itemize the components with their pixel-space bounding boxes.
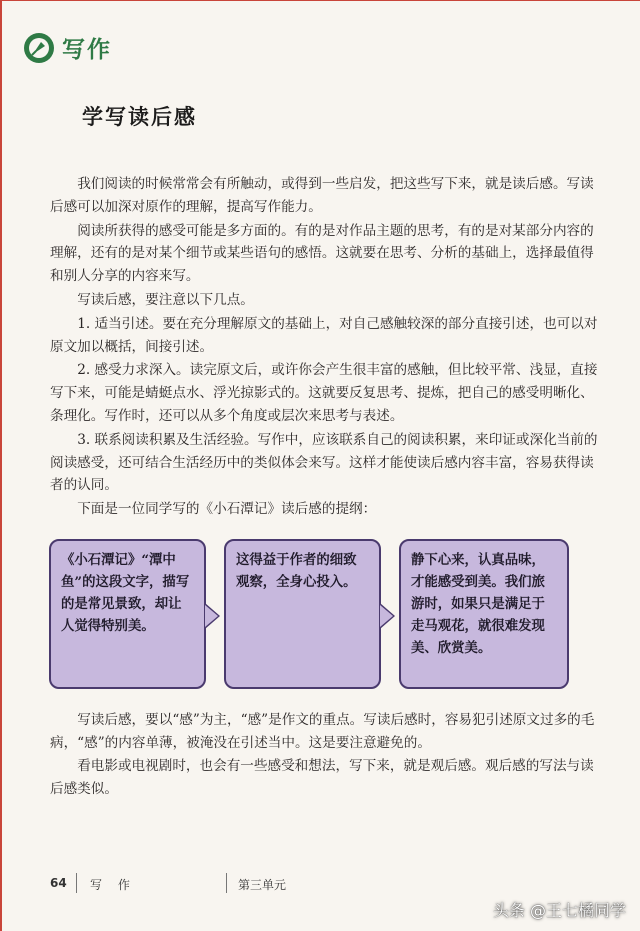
watermark: 头条 @王七橘同学 (492, 901, 626, 920)
paragraph: 下面是一位同学写的《小石潭记》读后感的提纲： (77, 501, 377, 518)
paragraph: 写读后感，要注意以下几点。 (77, 291, 254, 308)
outline-card-insight: 静下心来，认真品味，才能感受到美。我们旅游时，如果只是满足于走马观花，就很难发现美、欣赏美。 (399, 539, 569, 689)
page-title: 学写读后感 (82, 105, 197, 129)
section-label: 写作 (62, 37, 112, 63)
paragraph: 3. 联系阅读积累及生活经验。写作中，应该联系自己的阅读积累，来印证或深化当前的阅读感受，还可结合生活经历中的类似体会来写。这样才能使读后感内容丰富，容易获得读者的认同。 (50, 431, 598, 494)
body-text (50, 173, 598, 522)
pen-nib-icon (24, 33, 54, 63)
paragraph: 2. 感受力求深入。读完原文后，或许你会产生很丰富的感触，但比较平常、浅显，直接写下来，可能是蜻蜓点水、浮光掠影式的。这就要反复思考、提炼，把自己的感受明晰化、条理化。写作时，还可以从多个角度或层次来思考与表述。 (50, 362, 598, 424)
paragraph: 我们阅读的时候常常会有所触动，或得到一些启发，把这些写下来，就是读后感。写读后感可以加深对原作的理解，提高写作能力。 (50, 176, 594, 215)
footer-unit: 第三单元 (238, 878, 287, 892)
outline-card-reason: 这得益于作者的细致观察，全身心投入。 (224, 539, 381, 689)
page-footer (50, 873, 610, 897)
closing-text (50, 709, 598, 801)
paragraph: 看电影或电视剧时，也会有一些感受和想法，写下来，就是观后感。观后感的写法与读后感类似。 (50, 758, 594, 797)
paragraph: 写读后感，要以“感”为主，“感”是作文的重点。写读后感时，容易犯引述原文过多的毛病，“感”的内容单薄，被淹没在引述当中。这是要注意避免的。 (50, 712, 595, 751)
footer-section: 写 作 (90, 878, 136, 892)
divider (76, 873, 77, 893)
arrow-fill (205, 605, 218, 627)
paragraph: 阅读所获得的感受可能是多方面的。有的是对作品主题的思考，有的是对某部分内容的理解，还有的是对某个细节或某些语句的感悟。这就要在思考、分析的基础上，选择最值得和别人分享的内容来写。 (50, 222, 594, 285)
page-number: 64 (50, 876, 67, 890)
arrow-fill (380, 605, 393, 627)
paragraph: 1. 适当引述。要在充分理解原文的基础上，对自己感触较深的部分直接引述，也可以对原文加以概括，间接引述。 (50, 315, 598, 355)
divider (226, 873, 227, 893)
section-header (24, 31, 112, 64)
outline-card-quote: 《小石潭记》“潭中鱼”的这段文字，描写的是常见景致，却让人觉得特别美。 (49, 539, 206, 689)
outline-diagram (49, 539, 597, 689)
